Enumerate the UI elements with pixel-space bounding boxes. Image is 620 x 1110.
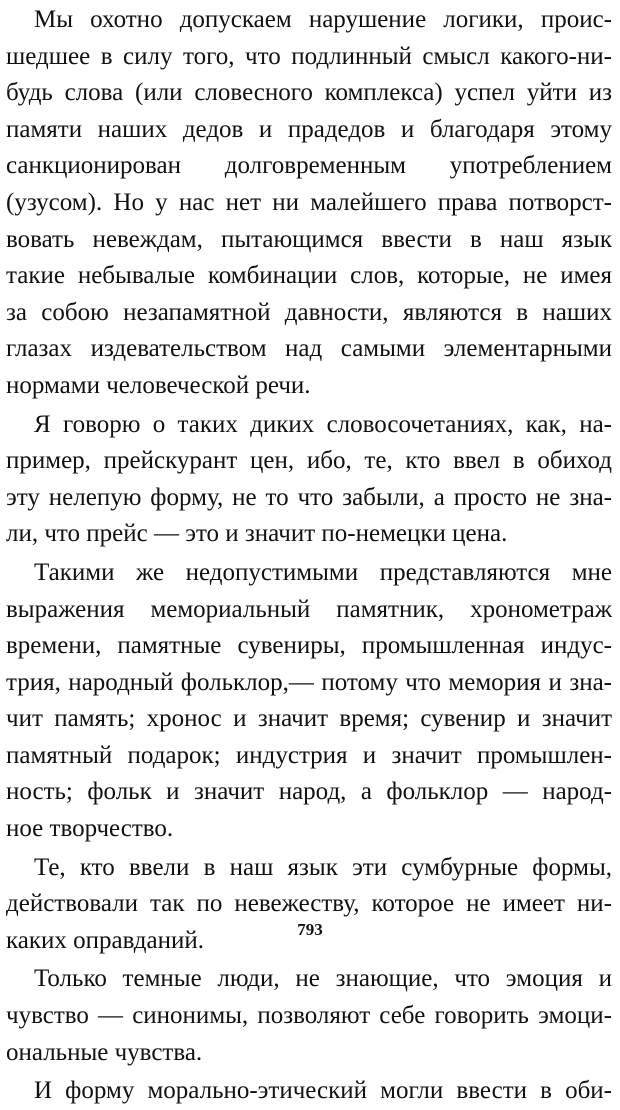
text-line: шедшее в силу того, что подлинный смысл какого-ни- (6, 42, 612, 70)
text-line: пример, прейскурант цен, ибо, те, кто ввел в обиход (6, 447, 612, 475)
text-line: ональные чувства. (6, 1038, 203, 1066)
text-line: трия, народный фольклор,— потому что мемория и зна- (6, 668, 612, 696)
text-line: такие небывалые комбинации слов, которые, не имея (6, 262, 612, 290)
text-line: Такими же недопустимыми представляются мне (34, 558, 612, 586)
text-line: Те, кто ввели в наш язык эти сумбурные формы, (34, 853, 612, 881)
text-line: ли, что прейс — это и значит по-немецки цена. (6, 520, 508, 548)
text-line: Мы охотно допускаем нарушение логики, проис- (34, 6, 612, 33)
text-line: чувство — синонимы, позволяют себе говорить эмоци- (6, 1002, 612, 1030)
text-line: Только темные люди, не знающие, что эмоция и (34, 965, 612, 993)
text-line: будь слова (или словесного комплекса) успел уйти из (6, 79, 612, 107)
text-line: памятный подарок; индустрия и значит промышлен- (6, 741, 612, 769)
text-line: глазах издевательством над самыми элементарными (6, 335, 612, 363)
text-line: за собою незапамятной давности, являются в наших (6, 298, 612, 326)
text-line: каких оправданий. (6, 926, 204, 954)
text-line: чит память; хронос и значит время; сувенир и значит (6, 705, 612, 733)
paragraph (6, 555, 612, 848)
text-line: вовать невеждам, пытающимся ввести в наш язык (6, 225, 612, 253)
text-line: ность; фольк и значит народ, а фольклор — народ- (6, 778, 612, 806)
text-line: ное творчество. (6, 815, 174, 843)
text-line: памяти наших дедов и прадедов и благодаря этому (6, 115, 612, 143)
text-line: (узусом). Но у нас нет ни малейшего права потворст- (6, 188, 612, 216)
page-number: 793 (297, 920, 323, 939)
text-line: нормами человеческой речи. (6, 371, 311, 399)
text-line: эту нелепую форму, не то что забыли, а просто не зна- (6, 483, 612, 511)
text-line: Я говорю о таких диких словосочетаниях, как, на- (34, 410, 612, 438)
text-line: санкционирован долговременным употреблением (6, 152, 612, 180)
text-line: выражения мемориальный памятник, хронометраж (6, 595, 612, 623)
paragraph (6, 407, 612, 553)
text-line: времени, памятные сувениры, промышленная индус- (6, 632, 612, 660)
text-line: действовали так по невежеству, которое не имеет ни- (6, 890, 612, 918)
paragraph (6, 2, 612, 405)
paragraph (6, 1073, 612, 1110)
paragraph (6, 961, 612, 1071)
text-line: И форму морально-этический могли ввести в оби- (34, 1077, 612, 1105)
